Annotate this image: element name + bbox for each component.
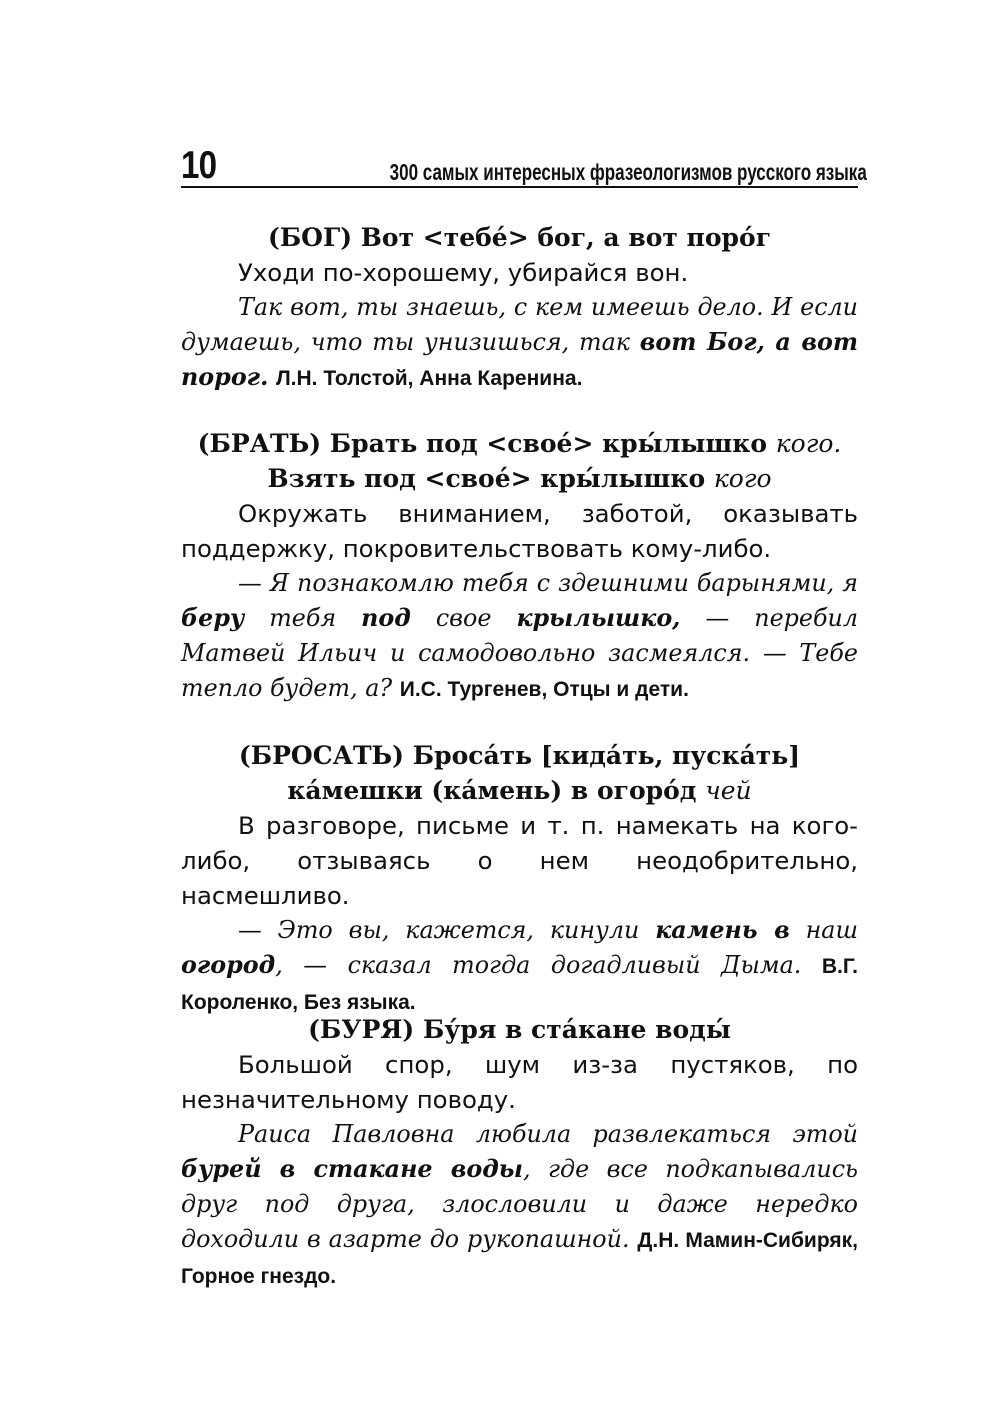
headword-note: кого bbox=[713, 464, 772, 493]
example-text: , — сказал тогда догадливый Дыма. bbox=[275, 951, 822, 979]
headword-note: чей bbox=[705, 776, 752, 805]
headword-text: Брать под <свое́> кры́лышко bbox=[329, 429, 767, 458]
entry-brosat bbox=[181, 738, 858, 1020]
example-source: Д.Н. Мамин-Сибиряк, Горное гнездо. bbox=[181, 1229, 858, 1288]
example-phrase: беру bbox=[181, 604, 245, 632]
example-text: — перебил Матвей Ильич и самодовольно засмеялся. — Тебе тепло будет, а? bbox=[181, 604, 858, 702]
example-phrase: бурей в стакане воды bbox=[181, 1155, 523, 1183]
headword-text: Взять под <свое́> кры́лышко bbox=[267, 464, 706, 493]
example-phrase: огород bbox=[181, 951, 276, 979]
example-text: тебя bbox=[244, 604, 362, 632]
example-text: Раиса Павловна любила развлекаться этой bbox=[238, 1120, 858, 1148]
headword-text: Вот <тебе́> бог, а вот поро́г bbox=[360, 223, 772, 252]
headword-text: ка́мешки (ка́мень) в огоро́д bbox=[287, 776, 697, 805]
example-source: Л.Н. Толстой, Анна Каренина. bbox=[275, 367, 583, 390]
entry-key: (БОГ) bbox=[267, 223, 353, 252]
entry-definition: Окружать вниманием, заботой, оказывать поддержку, покровительствовать кому-либо. bbox=[181, 499, 858, 563]
book-title: 300 самых интересных фразеологизмов русского языка bbox=[390, 159, 868, 185]
example-phrase: крылышко, bbox=[516, 604, 681, 632]
entry-example bbox=[181, 290, 858, 396]
entry-definition: Уходи по-хорошему, убирайся вон. bbox=[238, 258, 689, 287]
headword-text: Бу́ря в ста́кане воды́ bbox=[422, 1015, 731, 1044]
entry-definition: В разговоре, письме и т. п. намекать на кого-либо, отзываясь о нем неодобрительно, насмешливо. bbox=[181, 811, 858, 910]
entry-example bbox=[181, 1117, 858, 1294]
example-text: свое bbox=[410, 604, 517, 632]
headword-text: Броса́ть [кида́ть, пуска́ть] bbox=[412, 741, 801, 770]
headword-note: кого. bbox=[775, 429, 842, 458]
entry-headword bbox=[181, 738, 858, 773]
entry-headword-variant bbox=[181, 461, 858, 496]
entry-headword bbox=[181, 1012, 858, 1047]
entry-key: (БРАТЬ) bbox=[197, 429, 322, 458]
entry-bog bbox=[181, 220, 858, 396]
entry-burya bbox=[181, 1012, 858, 1294]
running-header bbox=[181, 140, 868, 188]
entry-key: (БРОСАТЬ) bbox=[238, 741, 405, 770]
entry-headword-variant bbox=[181, 773, 858, 808]
example-text: — Это вы, кажется, кинули bbox=[238, 916, 656, 944]
entry-key: (БУРЯ) bbox=[308, 1015, 415, 1044]
entry-headword bbox=[181, 220, 858, 255]
entry-brat bbox=[181, 426, 858, 707]
example-source: В.Г. Короленко, Без языка. bbox=[181, 955, 858, 1014]
entry-example bbox=[181, 566, 858, 707]
entry-headword bbox=[181, 426, 858, 461]
entry-definition: Большой спор, шум из-за пустяков, по незначительному поводу. bbox=[181, 1050, 858, 1114]
example-phrase: вот Бог, а вот порог. bbox=[181, 328, 858, 391]
book-page bbox=[181, 140, 868, 188]
example-phrase: под bbox=[361, 604, 411, 632]
example-text: , где все подкапывались друг под друга, злословили и даже нередко доходили в азарте до рукопашной. bbox=[181, 1155, 858, 1253]
example-text: — Я познакомлю тебя с здешними барынями, я bbox=[238, 569, 858, 597]
example-phrase: камень в bbox=[655, 916, 790, 944]
entry-example bbox=[181, 913, 858, 1020]
example-text: Так вот, ты знаешь, с кем имеешь дело. И если думаешь, что ты унизишься, так bbox=[181, 293, 858, 356]
example-text: наш bbox=[789, 916, 859, 944]
page-number: 10 bbox=[181, 144, 217, 187]
example-source: И.С. Тургенев, Отцы и дети. bbox=[399, 678, 689, 701]
